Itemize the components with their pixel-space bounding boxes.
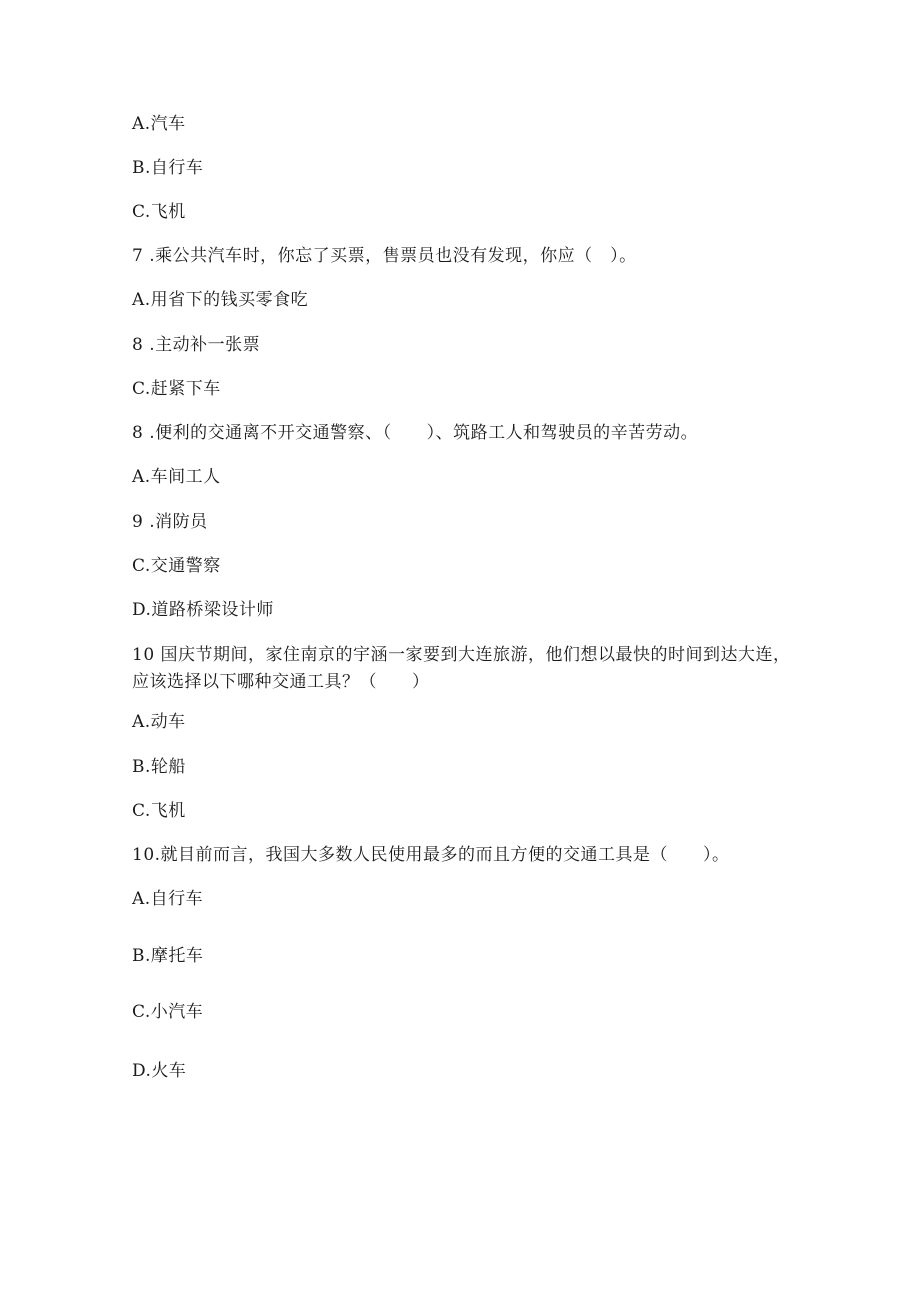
option-line: A.用省下的钱买零食吃 — [132, 290, 309, 310]
option-line: C.小汽车 — [132, 1002, 204, 1022]
option-line: 9 .消防员 — [132, 512, 208, 532]
option-line: A.动车 — [132, 712, 186, 732]
option-line: C.赶紧下车 — [132, 379, 221, 399]
option-line: C.飞机 — [132, 202, 186, 222]
option-line: D.火车 — [132, 1061, 187, 1081]
option-line: 8 .主动补一张票 — [132, 335, 261, 355]
option-line: A.自行车 — [132, 889, 204, 909]
option-line: C.交通警察 — [132, 556, 221, 576]
option-line: B.摩托车 — [132, 946, 204, 966]
option-line: A.汽车 — [132, 114, 186, 134]
option-line: B.轮船 — [132, 757, 186, 777]
question-line: 8 .便利的交通离不开交通警察、（ ）、筑路工人和驾驶员的辛苦劳动。 — [132, 423, 699, 443]
question-line: 10 国庆节期间，家住南京的宇涵一家要到大连旅游，他们想以最快的时间到达大连，应该选择以下哪种交通工具？（ ） — [132, 645, 791, 692]
question-line: 7 .乘公共汽车时，你忘了买票，售票员也没有发现，你应（ ）。 — [132, 246, 637, 266]
option-line: A.车间工人 — [132, 467, 221, 487]
option-line: B.自行车 — [132, 158, 204, 178]
option-line: C.飞机 — [132, 801, 186, 821]
option-line: D.道路桥梁设计师 — [132, 600, 274, 620]
question-line: 10.就目前而言，我国大多数人民使用最多的而且方便的交通工具是（ ）。 — [132, 845, 730, 865]
